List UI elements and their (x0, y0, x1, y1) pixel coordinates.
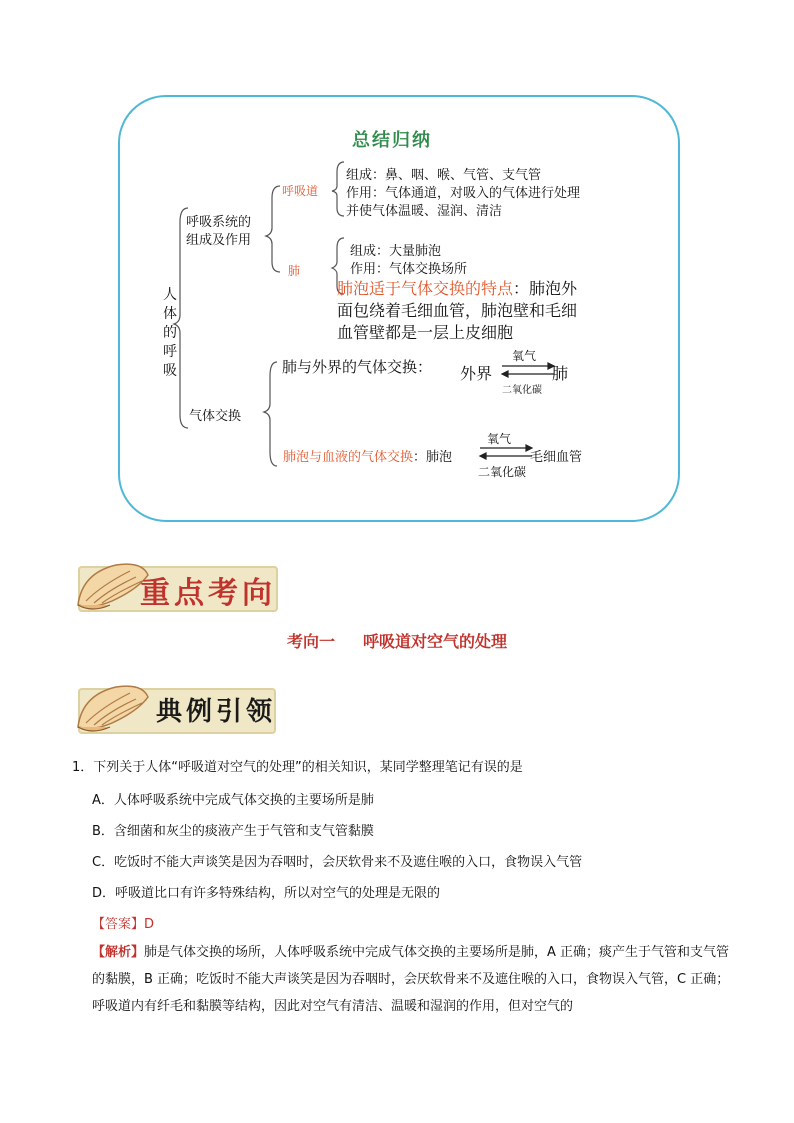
airway-line: 作用：气体通道，对吸入的气体进行处理 (346, 186, 581, 201)
analysis-label: 【解析】 (92, 945, 145, 960)
oxygen-label: 氧气 (512, 349, 537, 363)
external-right: 肺 (552, 364, 569, 383)
alveoli-feature-line1: 肺泡适于气体交换的特点：肺泡外 (337, 279, 578, 298)
lung-line: 作用：气体交换场所 (350, 262, 468, 277)
system-brace (266, 186, 280, 272)
blood-left: 肺泡 (426, 450, 453, 465)
option-d: D．呼吸道比口有许多特殊结构，所以对空气的处理是无限的 (92, 886, 441, 901)
option-b: B．含细菌和灰尘的痰液产生于气管和支气管黏膜 (92, 824, 374, 839)
co2-label: 二氧化碳 (502, 385, 542, 396)
analysis-paragraph (92, 939, 732, 1020)
system-label-line2: 组成及作用 (186, 233, 252, 248)
co2-label-2: 二氧化碳 (478, 465, 527, 479)
summary-title: 总结归纳 (352, 130, 432, 151)
example-title: 典例引领 (156, 697, 277, 727)
shell-icon (72, 677, 152, 741)
external-left: 外界 (460, 364, 493, 383)
gas-exchange-brace (264, 362, 277, 466)
topic-heading: 考向一 呼吸道对空气的处理 (286, 632, 508, 651)
key-direction-title: 重点考向 (140, 576, 276, 611)
lung-line: 组成：大量肺泡 (350, 244, 442, 259)
question-stem: 1．下列关于人体“呼吸道对空气的处理”的相关知识，某同学整理笔记有误的是 (72, 760, 523, 775)
option-c: C．吃饭时不能大声谈笑是因为吞咽时，会厌软骨来不及遮住喉的入口，食物误入气管 (92, 855, 583, 870)
analysis-text: 肺是气体交换的场所，人体呼吸系统中完成气体交换的主要场所是肺，A 正确；痰产生于气管和支气管的黏膜，B 正确；吃饭时不能大声谈笑是因为吞咽时，会厌软骨来不及遮住喉的入口，食物误入气管，C 正确；呼吸道内有纤毛和黏膜等结构，因此对空气有清洁、温暖和湿润的作用，但对空气的 (92, 945, 730, 1014)
lung-label: 肺 (288, 264, 301, 278)
alveoli-feature-line3: 血管壁都是一层上皮细胞 (337, 323, 514, 342)
option-a: A．人体呼吸系统中完成气体交换的主要场所是肺 (92, 793, 374, 808)
root-label: 人体的呼吸 (163, 287, 177, 379)
blood-right: 毛细血管 (530, 450, 583, 465)
airway-label: 呼吸道 (282, 184, 319, 198)
system-label-line1: 呼吸系统的 (186, 215, 252, 230)
airway-brace (332, 162, 344, 216)
answer-label: 【答案】 (92, 917, 145, 932)
answer-line (92, 913, 154, 932)
alveoli-feature-label: 肺泡适于气体交换的特点 (337, 279, 514, 298)
airway-line: 组成：鼻、咽、喉、气管、支气管 (346, 168, 542, 183)
blood-exchange-row: 肺泡与血液的气体交换：肺泡 (283, 450, 453, 465)
airway-line: 并使气体温暖、湿润、清洁 (346, 204, 503, 219)
lung-external-label: 肺与外界的气体交换： (282, 358, 433, 376)
answer-value: D (144, 917, 155, 932)
gas-exchange-label: 气体交换 (189, 409, 242, 424)
oxygen-label-2: 氧气 (487, 432, 512, 446)
alveoli-feature-line2: 面包绕着毛细血管，肺泡壁和毛细 (337, 301, 578, 320)
blood-exchange-label: 肺泡与血液的气体交换 (283, 450, 414, 465)
